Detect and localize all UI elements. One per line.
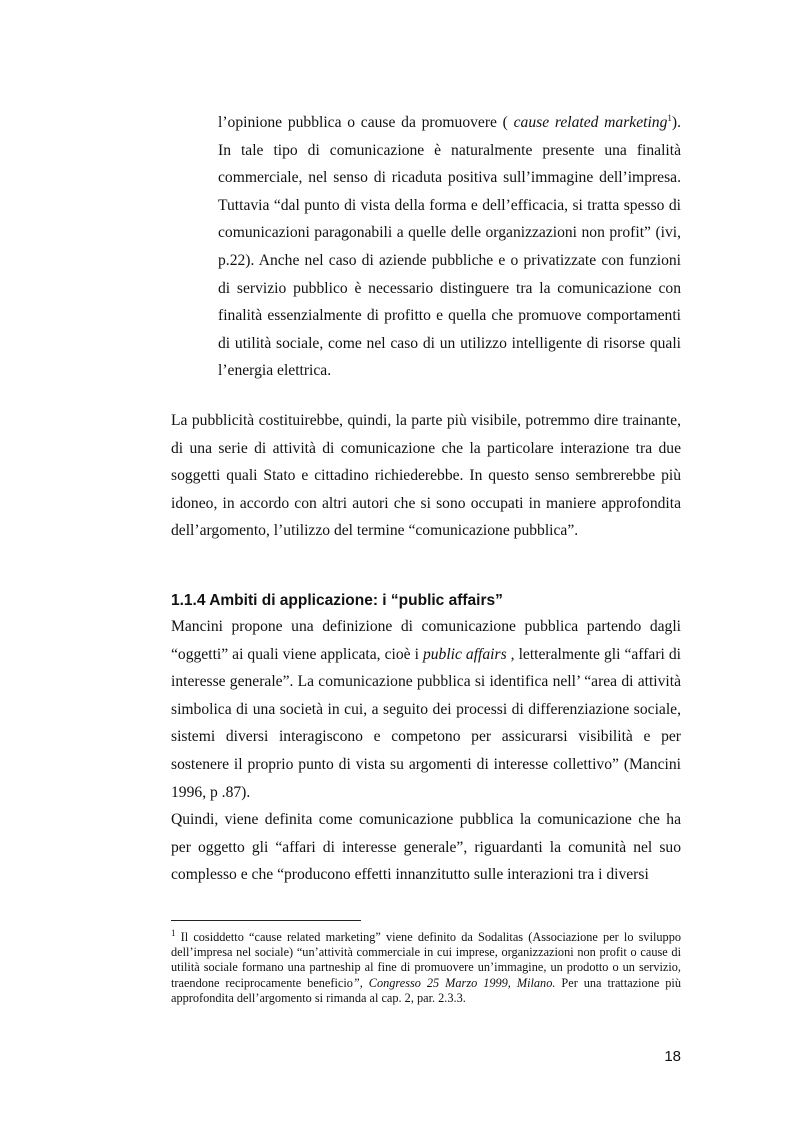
text-run: l’opinione pubblica o cause da promuovere ( bbox=[218, 114, 514, 131]
italic-text: public affairs , bbox=[422, 645, 515, 663]
body-paragraph-2 bbox=[171, 613, 681, 806]
section-heading: 1.1.4 Ambiti di applicazione: i “public affairs” bbox=[171, 592, 503, 609]
text-run: Mancini propone una definizione di comunicazione pubblica partendo dagli “oggetti” ai quali viene applicata, cioè i bbox=[171, 618, 681, 663]
page-number: 18 bbox=[664, 1048, 681, 1065]
text-run: Il cosiddetto “cause related marketing” viene definito da Sodalitas (Associazione per lo sviluppo dell’impresa nel sociale) “un’attività commerciale in cui imprese, organizzazioni non profit o cause di utilità sociale formano una partneship al fine di promuovere un’immagine, un prodotto o un servizio, traendone reciprocamente beneficio bbox=[171, 930, 681, 990]
body-paragraph-3 bbox=[171, 806, 681, 889]
italic-text: cause related marketing bbox=[513, 114, 668, 131]
body-paragraph-1 bbox=[171, 407, 681, 545]
footnote-divider bbox=[171, 920, 361, 921]
footnote-marker: 1 bbox=[667, 112, 672, 123]
quote-paragraph bbox=[218, 109, 681, 385]
text-run: letteralmente gli “affari di interesse generale”. La comunicazione pubblica si identifica nell’ “area di attività simbolica di una società in cui, a seguito dei processi di differenziazione sociale, sistemi diversi interagiscono e competono per assicurarsi visibilità e per sostenere il proprio punto di vista su argomenti di interesse collettivo” (Mancini 1996, p .87). bbox=[171, 645, 682, 801]
italic-text: ”, Congresso 25 Marzo 1999, Milano. bbox=[352, 975, 556, 990]
text-run: ). In tale tipo di comunicazione è naturalmente presente una finalità commerciale, nel senso di ricaduta positiva sull’immagine dell’impresa. Tuttavia “dal punto di vista della forma e dell’efficacia, si tratta spesso di comunicazioni paragonabili a quelle delle organizzazioni non profit” (ivi, p.22). Anche nel caso di aziende pubbliche e o privatizzate con funzioni di servizio pubblico è necessario distinguere tra la comunicazione con finalità essenzialmente di profitto e quella che promuove comportamenti di utilità sociale, come nel caso di un utilizzo intelligente di risorse quali l’energia elettrica. bbox=[218, 114, 681, 380]
text-run: La pubblicità costituirebbe, quindi, la parte più visibile, potremmo dire trainante, di una serie di attività di comunicazione che la particolare interazione tra due soggetti quali Stato e cittadino richiederebbe. In questo senso sembrerebbe più idoneo, in accordo con altri autori che si sono occupati in maniere approfondita dell’argomento, l’utilizzo del termine “comunicazione pubblica”. bbox=[171, 412, 681, 540]
text-run: Quindi, viene definita come comunicazione pubblica la comunicazione che ha per oggetto gli “affari di interesse generale”, riguardanti la comunità nel suo complesso e che “producono effetti innanzitutto sulle interazioni tra i diversi bbox=[171, 811, 681, 884]
footnote bbox=[171, 927, 682, 1006]
text-run: Per una trattazione più approfondita dell’argomento si rimanda al cap. 2, par. 2.3.3. bbox=[171, 975, 682, 1005]
footnote-marker: 1 bbox=[171, 927, 176, 938]
